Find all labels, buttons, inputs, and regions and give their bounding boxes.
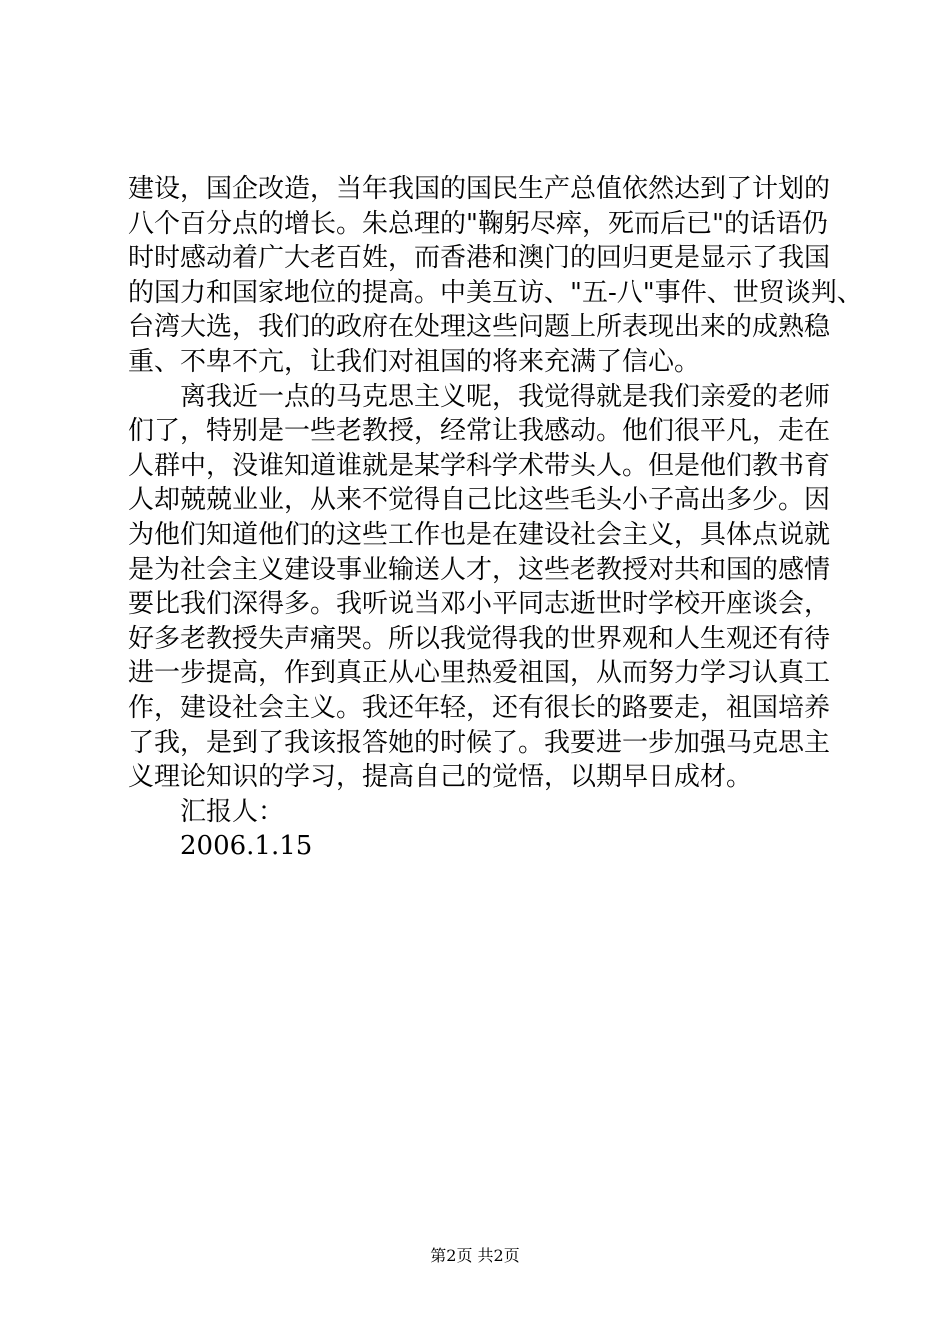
text-line: 人却兢兢业业，从来不觉得自己比这些毛头小子高出多少。因 — [128, 485, 831, 516]
text-line: 义理论知识的学习，提高自己的觉悟，以期早日成材。 — [128, 762, 753, 793]
page-footer — [0, 1246, 950, 1266]
text-line: 好多老教授失声痛哭。所以我觉得我的世界观和人生观还有待 — [128, 623, 831, 654]
text-line: 的国力和国家地位的提高。中美互访、"五-八"事件、世贸谈判、 — [128, 277, 863, 308]
text-line: 进一步提高，作到真正从心里热爱祖国，从而努力学习认真工 — [128, 658, 831, 689]
text-line: 作，建设社会主义。我还年轻，还有很长的路要走，祖国培养 — [128, 692, 831, 723]
report-date: 2006.1.15 — [180, 831, 313, 862]
text-line: 八个百分点的增长。朱总理的"鞠躬尽瘁，死而后已"的话语仍 — [128, 208, 828, 239]
text-line: 台湾大选，我们的政府在处理这些问题上所表现出来的成熟稳 — [128, 312, 831, 343]
text-line: 了我，是到了我该报答她的时候了。我要进一步加强马克思主 — [128, 727, 831, 758]
page-number: 第2页 共2页 — [430, 1246, 520, 1265]
report-body — [128, 172, 863, 864]
text-line: 人群中，没谁知道谁就是某学科学术带头人。但是他们教书育 — [128, 450, 831, 481]
text-line: 要比我们深得多。我听说当邓小平同志逝世时学校开座谈会， — [128, 589, 831, 620]
text-line: 建设，国企改造，当年我国的国民生产总值依然达到了计划的 — [128, 174, 831, 204]
paragraph-first-line: 离我近一点的马克思主义呢，我觉得就是我们亲爱的老师 — [180, 381, 831, 412]
text-line: 为他们知道他们的这些工作也是在建设社会主义，具体点说就 — [128, 519, 831, 550]
text-line: 时时感动着广大老百姓，而香港和澳门的回归更是显示了我国 — [128, 243, 831, 274]
text-line: 们了，特别是一些老教授，经常让我感动。他们很平凡，走在 — [128, 416, 831, 447]
text-line: 重、不卑不亢，让我们对祖国的将来充满了信心。 — [128, 346, 701, 377]
text-line: 是为社会主义建设事业输送人才，这些老教授对共和国的感情 — [128, 554, 831, 585]
reporter-label: 汇报人： — [180, 796, 285, 827]
